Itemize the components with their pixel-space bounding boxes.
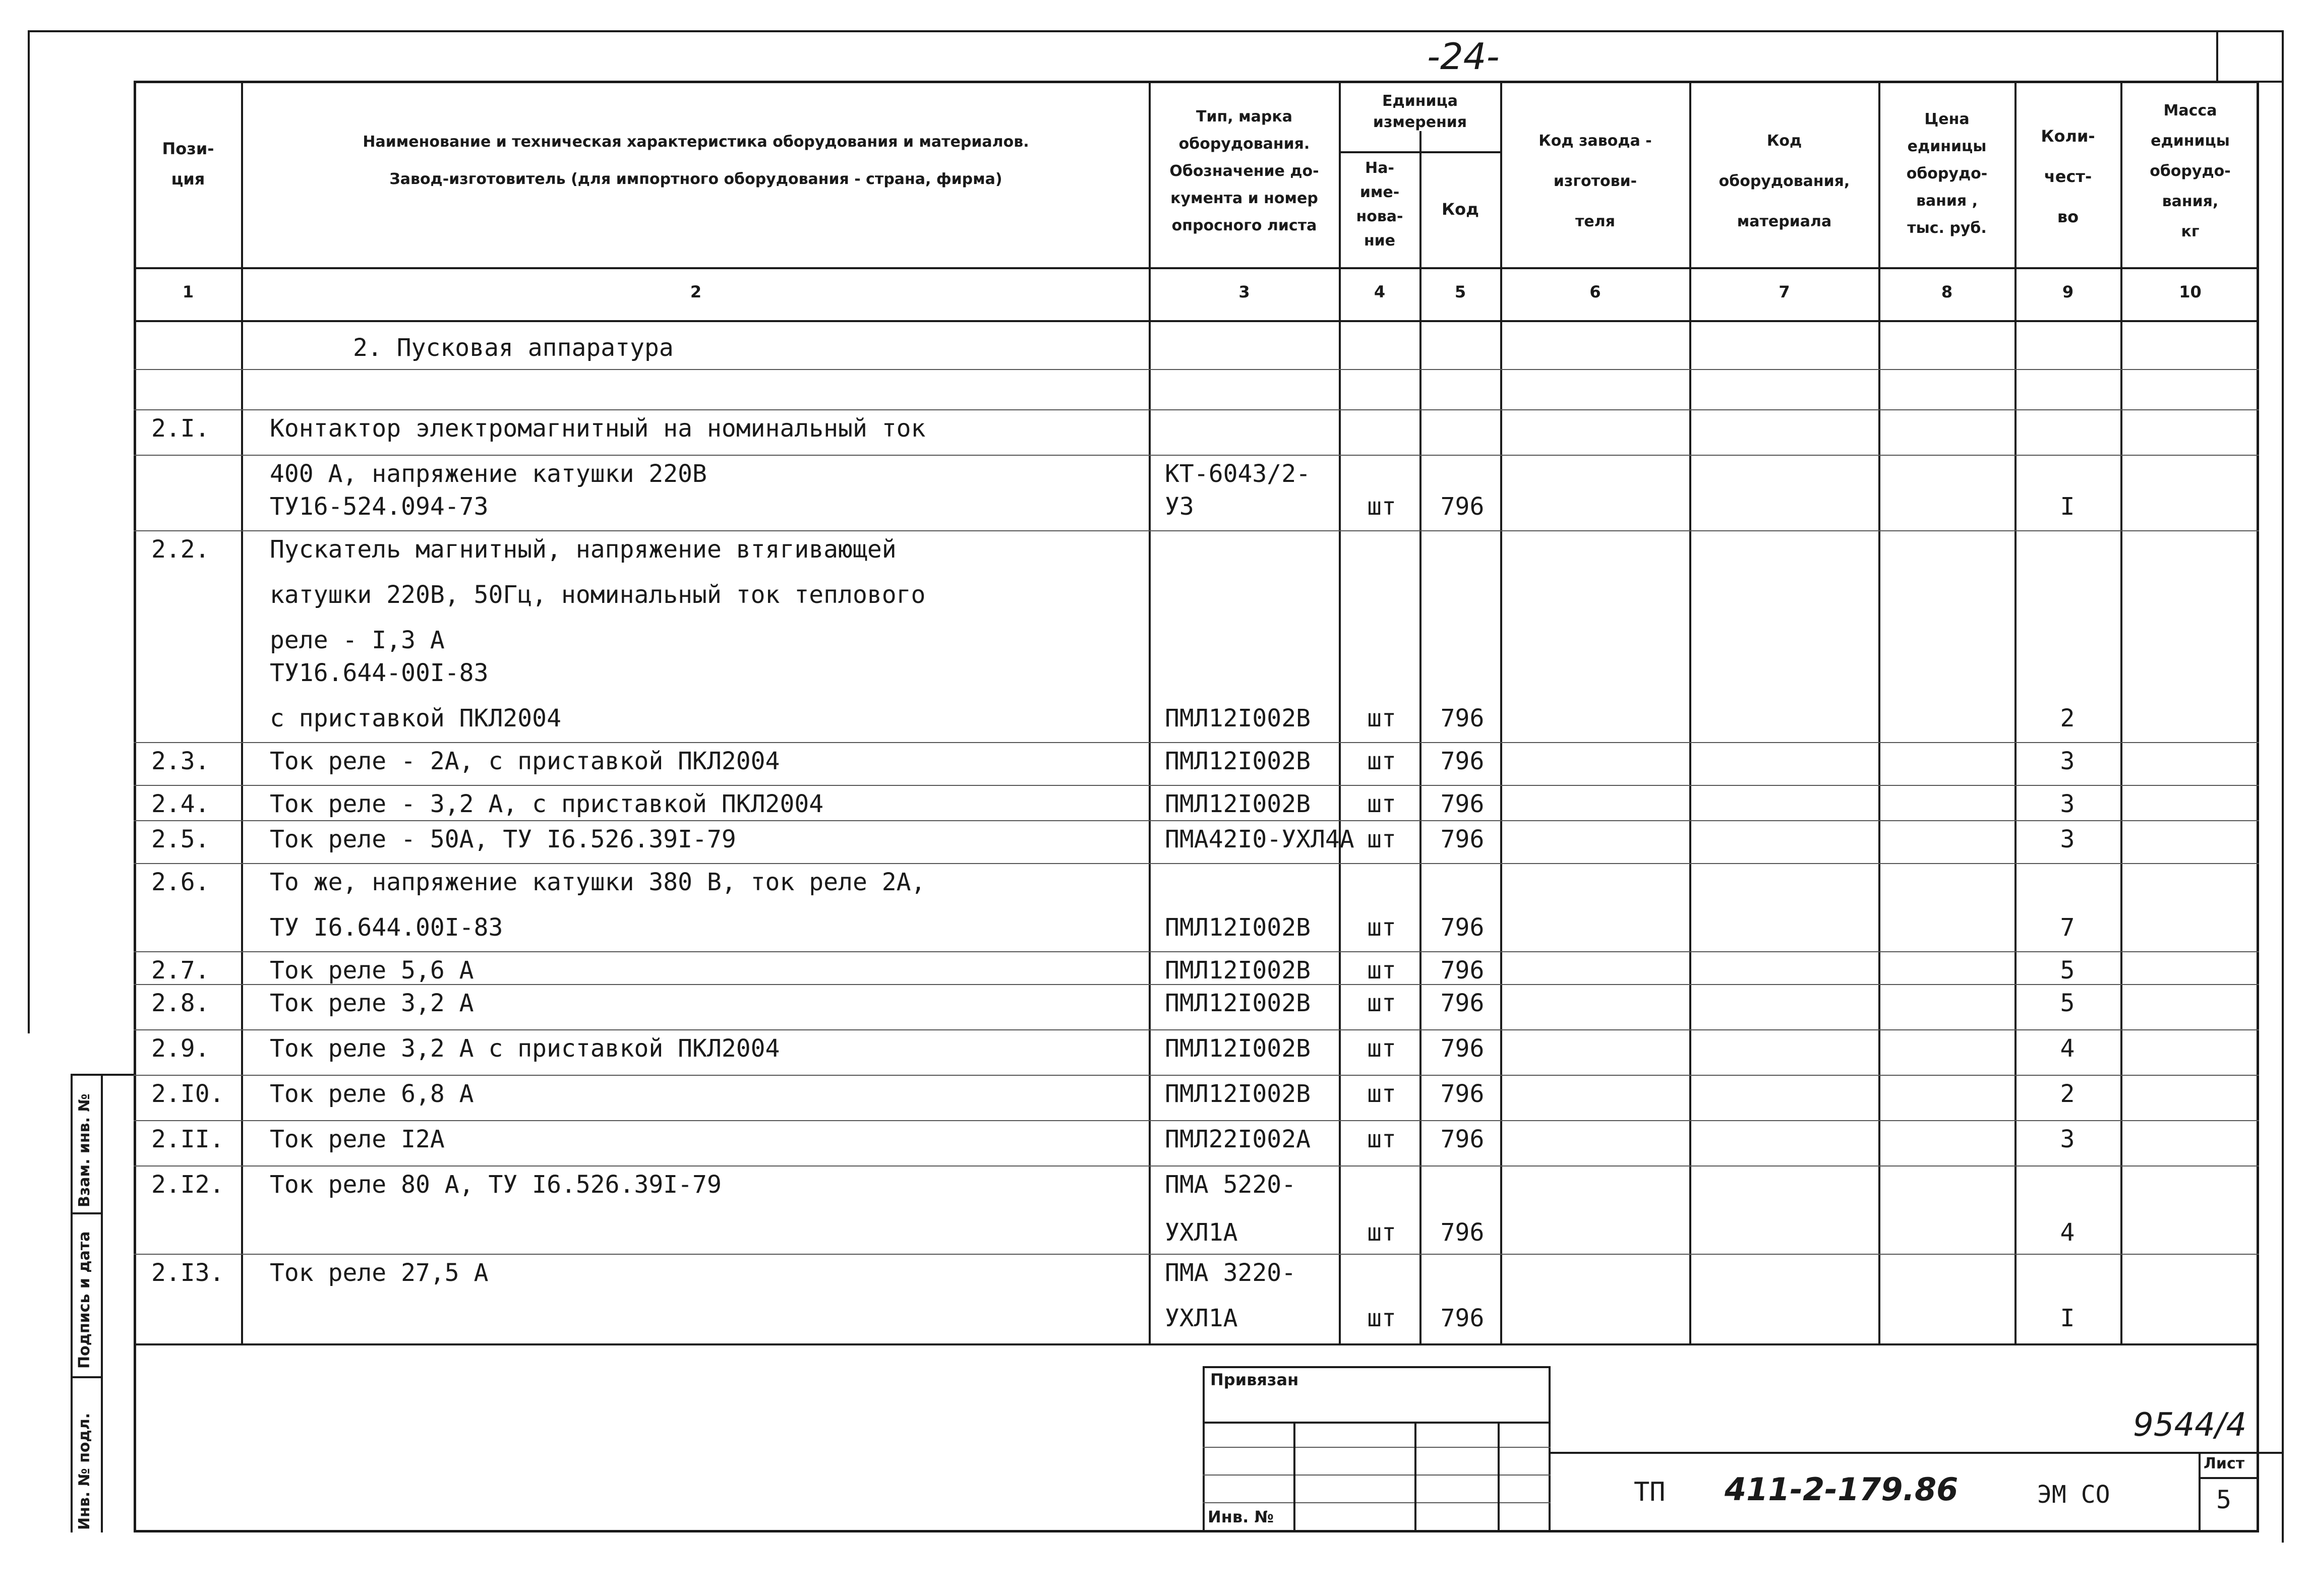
row-code: 796 xyxy=(1440,913,1485,942)
row-qty: 4 xyxy=(2060,1034,2075,1063)
row-type: ПМЛ12I002В xyxy=(1165,989,1311,1017)
archive-number: 9544/4 xyxy=(2133,1406,2247,1444)
col-line-7 xyxy=(1878,81,1880,1343)
row-position: 2.I3. xyxy=(151,1259,224,1287)
row-type: ПМЛ12I002В xyxy=(1165,913,1311,942)
row-qty: 2 xyxy=(2060,704,2075,732)
row-code: 796 xyxy=(1440,1034,1485,1063)
row-position: 2.II. xyxy=(151,1125,224,1153)
row-qty: 4 xyxy=(2060,1218,2075,1247)
row-qty: 3 xyxy=(2060,1125,2075,1153)
row-name: Контактор электромагнитный на номинальный ток xyxy=(270,414,926,443)
header-col6: Код завода - изготови- теля xyxy=(1538,132,1652,230)
stamp-vline-2 xyxy=(1414,1422,1416,1532)
row-name: Ток реле 80 А, ТУ I6.526.39I-79 xyxy=(270,1171,722,1199)
row-name: Пускатель магнитный, напряжение втягивающей xyxy=(270,535,897,564)
row-separator xyxy=(134,369,2259,370)
row-name: Ток реле 3,2 А с приставкой ПКЛ2004 xyxy=(270,1034,780,1063)
header-col4: На- име- нова- ние xyxy=(1356,159,1403,250)
row-type: ПМЛ12I002В xyxy=(1165,956,1311,985)
row-qty: 5 xyxy=(2060,989,2075,1017)
header-bottom-line xyxy=(134,267,2259,269)
row-qty: 7 xyxy=(2060,913,2075,942)
row-qty: 5 xyxy=(2060,956,2075,985)
colnum-7: 7 xyxy=(1779,282,1790,301)
row-name: Ток реле - 50А, ТУ I6.526.39I-79 xyxy=(270,825,736,853)
row-name: Ток реле 3,2 А xyxy=(270,989,474,1017)
row-position: 2.3. xyxy=(151,747,210,775)
side-label-inv-podl: Инв. № подл. xyxy=(76,1413,93,1530)
row-unit: шт xyxy=(1367,956,1396,985)
row-separator xyxy=(134,455,2259,456)
row-position: 2.2. xyxy=(151,535,210,564)
side-strip-top xyxy=(71,1074,134,1076)
row-position: 2.5. xyxy=(151,825,210,853)
row-unit: шт xyxy=(1367,825,1396,853)
row-name: Ток реле 5,6 А xyxy=(270,956,474,985)
row-code: 796 xyxy=(1440,989,1485,1017)
row-type: ПМЛ12I002В xyxy=(1165,704,1311,732)
doc-section: ЭМ СО xyxy=(2037,1481,2110,1509)
unit-group-line xyxy=(1339,151,1500,153)
sheet-label: Лист xyxy=(2204,1455,2245,1472)
row-type: ПМЛ12I002В xyxy=(1165,747,1311,775)
stamp-privyazan: Привязан xyxy=(1210,1370,1299,1389)
row-position: 2.7. xyxy=(151,956,210,985)
row-code: 796 xyxy=(1440,790,1485,818)
row-name: 2. Пусковая аппаратура xyxy=(353,334,674,362)
header-col3: Тип, марка оборудования. Обозначение до- кумента и номер опросного листа xyxy=(1169,108,1319,234)
row-qty: I xyxy=(2060,493,2075,521)
row-unit: шт xyxy=(1367,913,1396,942)
row-code: 796 xyxy=(1440,825,1485,853)
row-separator xyxy=(134,1254,2259,1255)
row-code: 796 xyxy=(1440,956,1485,985)
colnum-10: 10 xyxy=(2179,282,2202,301)
row-position: 2.4. xyxy=(151,790,210,818)
col-line-6 xyxy=(1689,81,1691,1343)
row-separator xyxy=(134,785,2259,786)
row-separator xyxy=(134,863,2259,864)
header-col7: Код оборудования, материала xyxy=(1719,132,1850,230)
row-name: Ток реле I2А xyxy=(270,1125,445,1153)
colnum-4: 4 xyxy=(1374,282,1386,301)
stamp-vline-1 xyxy=(1293,1422,1295,1532)
colnum-6: 6 xyxy=(1589,282,1601,301)
row-name: катушки 220В, 50Гц, номинальный ток теплового xyxy=(270,581,926,609)
row-name: То же, напряжение катушки 380 В, ток реле 2А, xyxy=(270,868,926,896)
side-strip-div2 xyxy=(71,1376,101,1378)
colnum-bottom-line xyxy=(134,320,2259,322)
colnum-3: 3 xyxy=(1238,282,1250,301)
col-line-5 xyxy=(1500,81,1502,1343)
row-position: 2.6. xyxy=(151,868,210,896)
row-separator xyxy=(134,820,2259,821)
row-code: 796 xyxy=(1440,1080,1485,1108)
row-type: ПМЛ12I002В xyxy=(1165,1034,1311,1063)
row-qty: 3 xyxy=(2060,747,2075,775)
row-unit: шт xyxy=(1367,704,1396,732)
row-type: ПМЛ12I002В xyxy=(1165,1080,1311,1108)
doc-title-line xyxy=(1551,1452,2282,1454)
row-name: Ток реле - 2А, с приставкой ПКЛ2004 xyxy=(270,747,780,775)
colnum-2: 2 xyxy=(690,282,702,301)
row-unit: шт xyxy=(1367,493,1396,521)
row-unit: шт xyxy=(1367,1125,1396,1153)
row-unit: шт xyxy=(1367,1218,1396,1247)
row-code: 796 xyxy=(1440,704,1485,732)
row-position: 2.I0. xyxy=(151,1080,224,1108)
header-col8: Цена единицы оборудо- вания , тыс. руб. xyxy=(1906,110,1988,237)
stamp-inv-no: Инв. № xyxy=(1208,1507,1274,1526)
table-body-bottom xyxy=(134,1343,2259,1345)
row-type: ПМЛ12I002В xyxy=(1165,790,1311,818)
header-col1: Пози- ция xyxy=(162,139,214,189)
row-type: У3 xyxy=(1165,493,1194,521)
colnum-5: 5 xyxy=(1454,282,1466,301)
row-separator xyxy=(134,742,2259,743)
row-position: 2.8. xyxy=(151,989,210,1017)
row-separator xyxy=(134,409,2259,410)
col-line-2 xyxy=(1149,81,1151,1343)
row-position: 2.I2. xyxy=(151,1171,224,1199)
top-right-tab-side xyxy=(2216,30,2218,81)
row-code: 796 xyxy=(1440,1125,1485,1153)
row-name: Ток реле - 3,2 А, с приставкой ПКЛ2004 xyxy=(270,790,824,818)
row-code: 796 xyxy=(1440,747,1485,775)
row-code: 796 xyxy=(1440,493,1485,521)
header-col9: Коли- чест- во xyxy=(2041,127,2095,226)
side-strip-div1 xyxy=(71,1212,101,1214)
page-number: -24- xyxy=(1427,35,1500,78)
row-position: 2.I. xyxy=(151,414,210,443)
header-col5: Код xyxy=(1442,200,1479,219)
stamp-vline-3 xyxy=(1498,1422,1500,1532)
row-unit: шт xyxy=(1367,1080,1396,1108)
left-border-upper xyxy=(28,30,30,1033)
row-separator xyxy=(134,1029,2259,1030)
col-line-3 xyxy=(1339,81,1341,1343)
row-name: ТУ I6.644.00I-83 xyxy=(270,913,503,942)
col-line-4 xyxy=(1419,131,1421,1343)
top-border xyxy=(28,30,2282,32)
header-unit-group: Единица измерения xyxy=(1373,92,1467,131)
row-position: 2.9. xyxy=(151,1034,210,1063)
header-col10: Масса единицы оборудо- вания, кг xyxy=(2150,102,2231,240)
doc-code-prefix: ТП xyxy=(1634,1477,1666,1507)
row-type: ПМЛ22I002А xyxy=(1165,1125,1311,1153)
row-type: ПМА 3220- xyxy=(1165,1259,1296,1287)
col-line-8 xyxy=(2014,81,2017,1343)
right-border xyxy=(2282,30,2284,1543)
row-type: КТ-6043/2- xyxy=(1165,460,1311,488)
col-line-1 xyxy=(241,81,243,1343)
row-separator xyxy=(134,1165,2259,1167)
row-name: Ток реле 6,8 А xyxy=(270,1080,474,1108)
row-unit: шт xyxy=(1367,1034,1396,1063)
row-code: 796 xyxy=(1440,1304,1485,1332)
row-name: реле - I,3 А xyxy=(270,626,445,654)
row-qty: 2 xyxy=(2060,1080,2075,1108)
row-separator xyxy=(134,951,2259,952)
row-qty: I xyxy=(2060,1304,2075,1332)
colnum-1: 1 xyxy=(182,282,194,301)
sheet-number: 5 xyxy=(2216,1485,2232,1514)
row-type: ПМА42I0-УХЛ4А xyxy=(1165,825,1354,853)
header-col2: Наименование и техническая характеристика оборудования и материалов. Завод-изготовитель (для импортного оборудования - страна, фирма) xyxy=(363,133,1029,188)
row-qty: 3 xyxy=(2060,825,2075,853)
side-strip-left xyxy=(71,1074,73,1532)
row-separator xyxy=(134,1075,2259,1076)
row-name: ТУ16.644-00I-83 xyxy=(270,659,489,687)
row-name: Ток реле 27,5 А xyxy=(270,1259,489,1287)
col-line-9 xyxy=(2120,81,2122,1343)
row-unit: шт xyxy=(1367,1304,1396,1332)
row-type: УХЛ1А xyxy=(1165,1304,1238,1332)
row-separator xyxy=(134,1120,2259,1121)
row-separator xyxy=(134,984,2259,985)
colnum-8: 8 xyxy=(1941,282,1953,301)
sheet-box-divider xyxy=(2199,1477,2259,1479)
row-unit: шт xyxy=(1367,747,1396,775)
row-code: 796 xyxy=(1440,1218,1485,1247)
side-strip-mid xyxy=(101,1074,103,1532)
row-separator xyxy=(134,530,2259,531)
row-name: с приставкой ПКЛ2004 xyxy=(270,704,561,732)
row-name: 400 А, напряжение катушки 220В xyxy=(270,460,707,488)
side-label-signature-date: Подпись и дата xyxy=(76,1231,93,1369)
side-label-vzam-inv: Взам. инв. № xyxy=(76,1093,93,1207)
row-type: УХЛ1А xyxy=(1165,1218,1238,1247)
row-unit: шт xyxy=(1367,989,1396,1017)
doc-code: 411-2-179.86 xyxy=(1725,1471,1959,1508)
colnum-9: 9 xyxy=(2062,282,2074,301)
row-name: ТУ16-524.094-73 xyxy=(270,493,489,521)
row-unit: шт xyxy=(1367,790,1396,818)
row-qty: 3 xyxy=(2060,790,2075,818)
row-type: ПМА 5220- xyxy=(1165,1171,1296,1199)
